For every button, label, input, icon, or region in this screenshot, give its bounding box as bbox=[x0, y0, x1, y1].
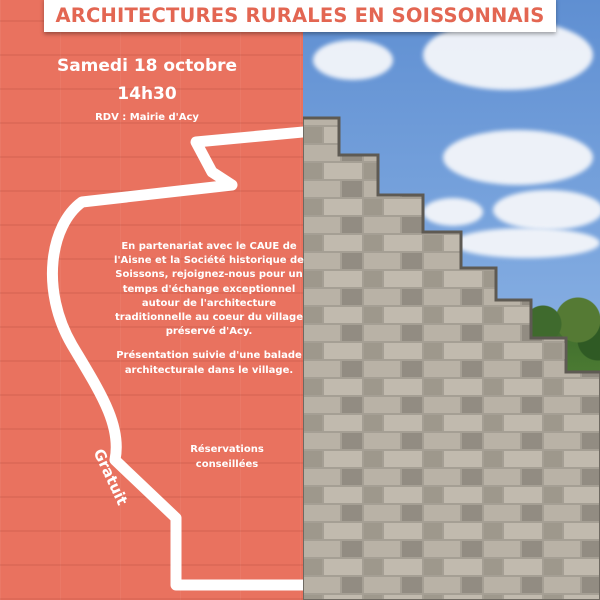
event-date: Samedi 18 octobre bbox=[56, 56, 238, 76]
reservation-note: Réservations conseillées bbox=[190, 444, 264, 470]
description-paragraph: En partenariat avec le CAUE de l'Aisne et la Société historique de Soissons, rejoignez-nous pour un temps d'échange exceptionnel autour de l'architecture traditionnelle au coeur du village préservé d'Acy. bbox=[114, 241, 304, 338]
stone-wall bbox=[303, 0, 600, 600]
description bbox=[112, 240, 306, 378]
photo-panel bbox=[303, 0, 600, 600]
poster-title: ARCHITECTURES RURALES EN SOISSONNAIS bbox=[55, 3, 545, 27]
title-banner bbox=[44, 0, 556, 32]
event-time: 14h30 bbox=[117, 84, 177, 104]
meeting-point: RDV : Mairie d'Acy bbox=[95, 112, 199, 123]
price-label: Gratuit bbox=[89, 446, 132, 508]
description-paragraph: Présentation suivie d'une balade architecturale dans le village. bbox=[116, 350, 302, 376]
